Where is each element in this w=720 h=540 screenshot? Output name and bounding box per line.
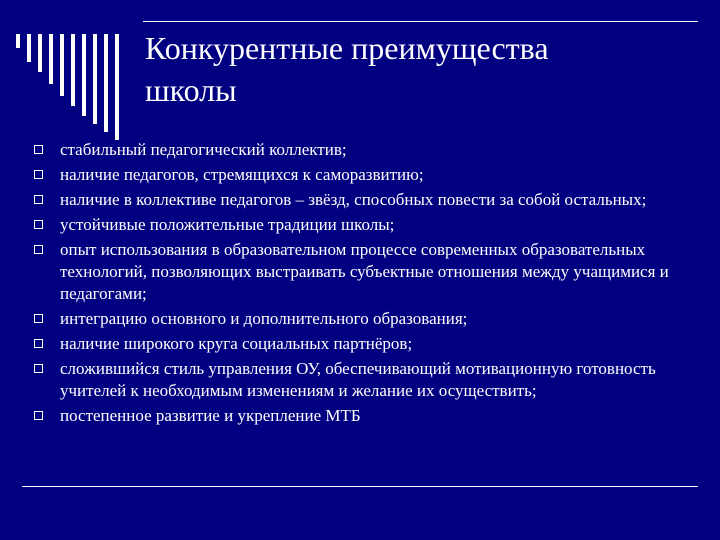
list-item [34,164,694,186]
slide-title-line-2: школы [145,72,237,108]
square-bullet-icon [34,220,43,229]
list-item [34,214,694,236]
list-item [34,405,694,427]
slide-title [145,27,685,111]
advantages-list [34,139,694,430]
list-item [34,333,694,355]
list-item-text: наличие в коллективе педагогов – звёзд, способных повести за собой остальных; [60,190,647,209]
decor-bar [93,34,97,124]
square-bullet-icon [34,245,43,254]
list-item-text: наличие педагогов, стремящихся к саморазвитию; [60,165,424,184]
list-item-text: стабильный педагогический коллектив; [60,140,347,159]
decor-bar [16,34,20,48]
decor-bar [27,34,31,62]
list-item [34,139,694,161]
list-item-text: устойчивые положительные традиции школы; [60,215,395,234]
list-item-text: опыт использования в образовательном процессе современных образовательных технологий, позволяющих выстраивать субъектные отношения между учащимися и педагогами; [60,240,669,303]
square-bullet-icon [34,170,43,179]
square-bullet-icon [34,364,43,373]
slide-title-line-1: Конкурентные преимущества [145,30,549,66]
list-item-text: интеграцию основного и дополнительного образования; [60,309,468,328]
square-bullet-icon [34,339,43,348]
list-item [34,239,694,305]
decor-bar [38,34,42,72]
list-item-text: постепенное развитие и укрепление МТБ [60,406,361,425]
list-item-text: наличие широкого круга социальных партнёров; [60,334,413,353]
decor-bar [71,34,75,106]
square-bullet-icon [34,145,43,154]
decor-bar [104,34,108,132]
decor-bar [60,34,64,96]
list-item [34,358,694,402]
list-item [34,189,694,211]
decorative-bars [16,34,128,144]
bottom-divider [22,486,698,487]
square-bullet-icon [34,314,43,323]
square-bullet-icon [34,411,43,420]
list-item-text: сложившийся стиль управления ОУ, обеспечивающий мотивационную готовность учителей к необходимым изменениям и желание их осуществить; [60,359,656,400]
square-bullet-icon [34,195,43,204]
list-item [34,308,694,330]
decor-bar [82,34,86,116]
decor-bar [115,34,119,140]
top-divider [143,21,698,22]
decor-bar [49,34,53,84]
